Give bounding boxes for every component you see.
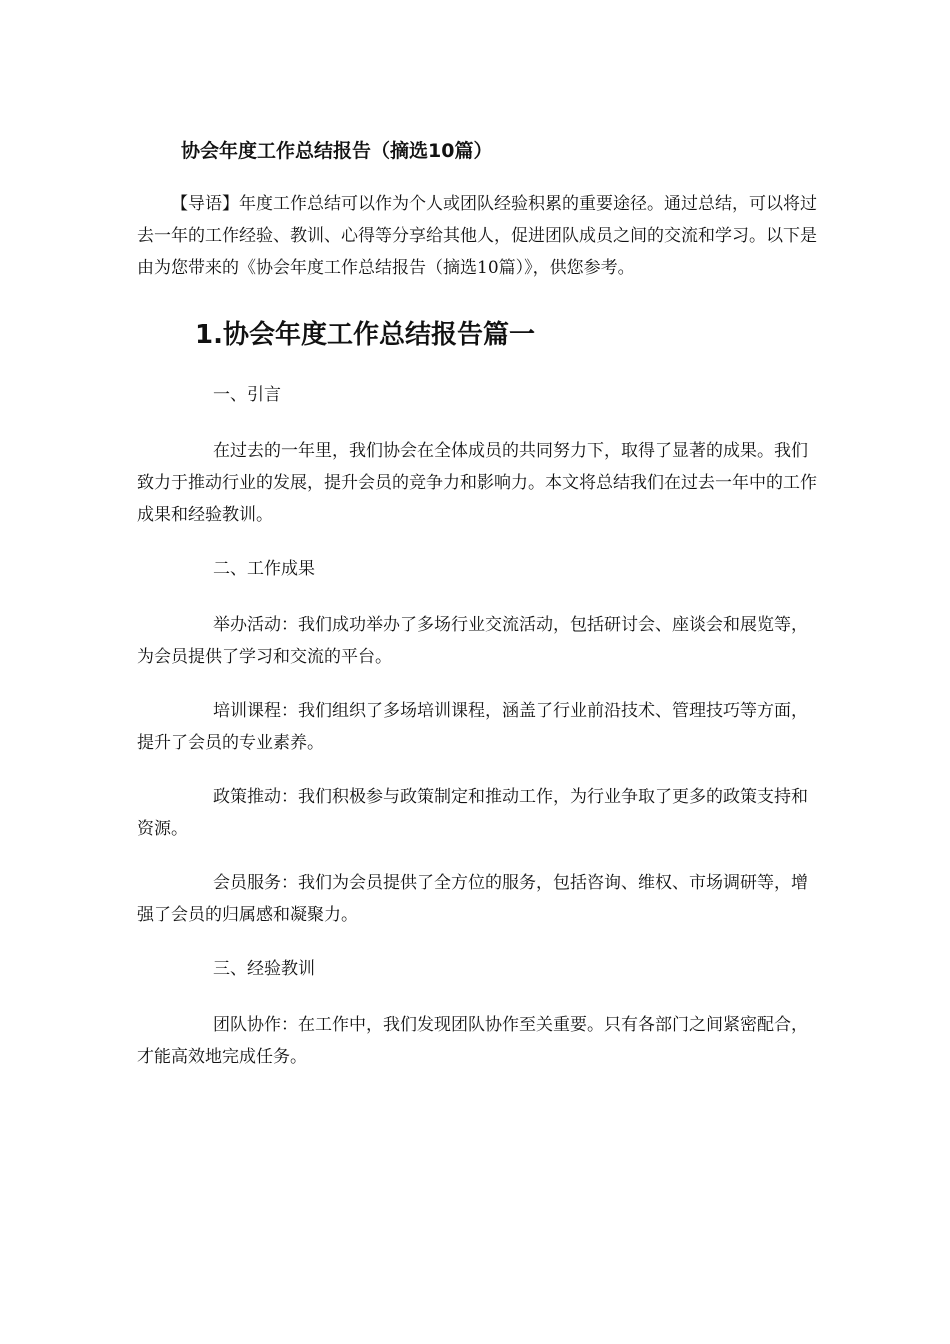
- section-heading-introduction: 一、引言: [213, 385, 281, 405]
- paragraph-teamwork: 团队协作：在工作中，我们发现团队协作至关重要。只有各部门之间紧密配合，才能高效地完成任务。: [137, 1015, 808, 1067]
- section-heading-lessons: 三、经验教训: [213, 959, 315, 979]
- paragraph-policy: 政策推动：我们积极参与政策制定和推动工作，为行业争取了更多的政策支持和资源。: [137, 787, 808, 839]
- section-heading-achievements: 二、工作成果: [213, 559, 315, 579]
- chapter-title: 1.协会年度工作总结报告篇一: [195, 320, 535, 350]
- document-body: [137, 134, 817, 1073]
- paragraph-introduction: 在过去的一年里，我们协会在全体成员的共同努力下，取得了显著的成果。我们致力于推动行业的发展，提升会员的竞争力和影响力。本文将总结我们在过去一年中的工作成果和经验教训。: [137, 441, 817, 525]
- document-title: 协会年度工作总结报告（摘选10篇）: [181, 140, 493, 162]
- paragraph-member-services: 会员服务：我们为会员提供了全方位的服务，包括咨询、维权、市场调研等，增强了会员的归属感和凝聚力。: [137, 873, 808, 925]
- paragraph-training: 培训课程：我们组织了多场培训课程，涵盖了行业前沿技术、管理技巧等方面，提升了会员的专业素养。: [137, 701, 808, 753]
- paragraph-events: 举办活动：我们成功举办了多场行业交流活动，包括研讨会、座谈会和展览等，为会员提供了学习和交流的平台。: [137, 615, 808, 667]
- intro-paragraph: 【导语】年度工作总结可以作为个人或团队经验积累的重要途径。通过总结，可以将过去一年的工作经验、教训、心得等分享给其他人，促进团队成员之间的交流和学习。以下是由为您带来的《协会年度工作总结报告（摘选10篇）》，供您参考。: [137, 194, 817, 278]
